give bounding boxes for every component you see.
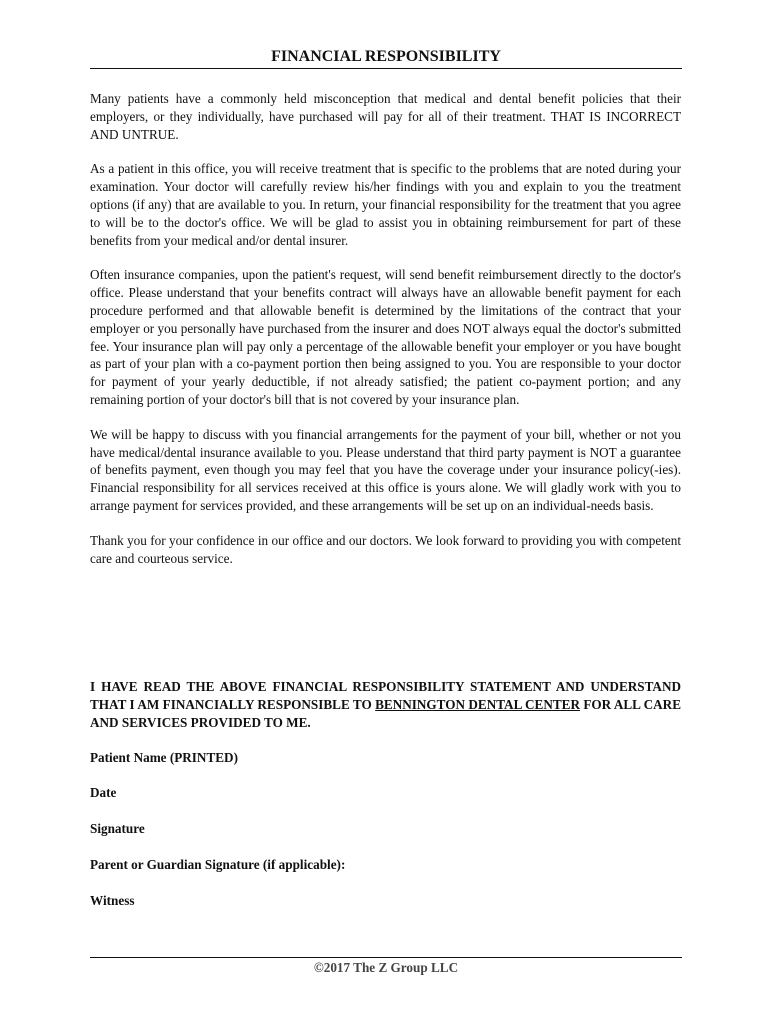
witness-field: [90, 892, 134, 910]
acknowledgement-statement: [90, 678, 681, 731]
patient-name-label: Patient Name (PRINTED): [90, 750, 238, 765]
paragraph-arrangements: We will be happy to discuss with you financial arrangements for the payment of your bill, whether or not you have medical/dental insurance available to you. Please understand that third party payment is NOT a guarantee of benefits payment, even though you may feel that you have the coverage under your insurance policy(-ies). Financial responsibility for all services received at this office is yours alone. We will gladly work with you to arrange payment for services provided, and these arrangements will be set up on an individual-needs basis.: [90, 426, 681, 513]
date-label: Date: [90, 785, 117, 800]
patient-name-field: [90, 749, 238, 767]
paragraph-treatment: As a patient in this office, you will receive treatment that is specific to the problems that are noted during your examination. Your doctor will carefully review his/her findings with you and explain to you the treatment options (if any) that are available to you. In return, your financial responsibility for the treatment that you agree to will be to the doctor's office. We will be glad to assist you in obtaining reimbursement for part of these benefits from your medical and/or dental insurer.: [90, 161, 681, 248]
footer-divider: [90, 957, 682, 958]
signature-label: Signature: [90, 821, 145, 836]
copyright-footer: ©2017 The Z Group LLC: [313, 960, 459, 975]
practice-name: BENNINGTON DENTAL CENTER: [375, 696, 580, 712]
policy-text: [90, 90, 681, 584]
signature-field: [90, 820, 145, 838]
witness-label: Witness: [90, 893, 135, 908]
title-underline: [90, 68, 682, 69]
date-field: [90, 784, 116, 802]
page-title: FINANCIAL RESPONSIBILITY: [271, 48, 501, 65]
paragraph-misconception: Many patients have a commonly held misconception that medical and dental benefit policies that their employers, or they individually, have purchased will pay for all of their treatment. THAT IS INCORRECT AND UNTRUE.: [90, 91, 681, 142]
guardian-signature-field: [90, 856, 345, 874]
acknowledgement-text-after: FOR ALL CARE AND SERVICES PROVIDED TO ME.: [90, 696, 681, 730]
guardian-signature-label: Parent or Guardian Signature (if applicable):: [90, 857, 346, 872]
acknowledgement-text-before: I HAVE READ THE ABOVE FINANCIAL RESPONSIBILITY STATEMENT AND UNDERSTAND THAT I AM FINANCIALLY RESPONSIBLE TO: [90, 679, 681, 712]
paragraph-thanks: Thank you for your confidence in our office and our doctors. We look forward to providing you with competent care and courteous service.: [90, 532, 681, 566]
paragraph-insurance: Often insurance companies, upon the patient's request, will send benefit reimbursement directly to the doctor's office. Please understand that your benefits contract will always have an allowable benefit payment for each procedure performed and that allowable benefit is determined by the limitations of the contract that your employer or you personally have purchased from the insurer and does NOT always equal the doctor's submitted fee. Your insurance plan will pay only a percentage of the allowable benefit your employer or you have bought as part of your plan with a co-payment portion then being assigned to you. You are responsible to your doctor for payment of your yearly deductible, if not already satisfied; the patient co-payment portion; and any remaining portion of your doctor's bill that is not covered by your insurance plan.: [90, 267, 681, 407]
